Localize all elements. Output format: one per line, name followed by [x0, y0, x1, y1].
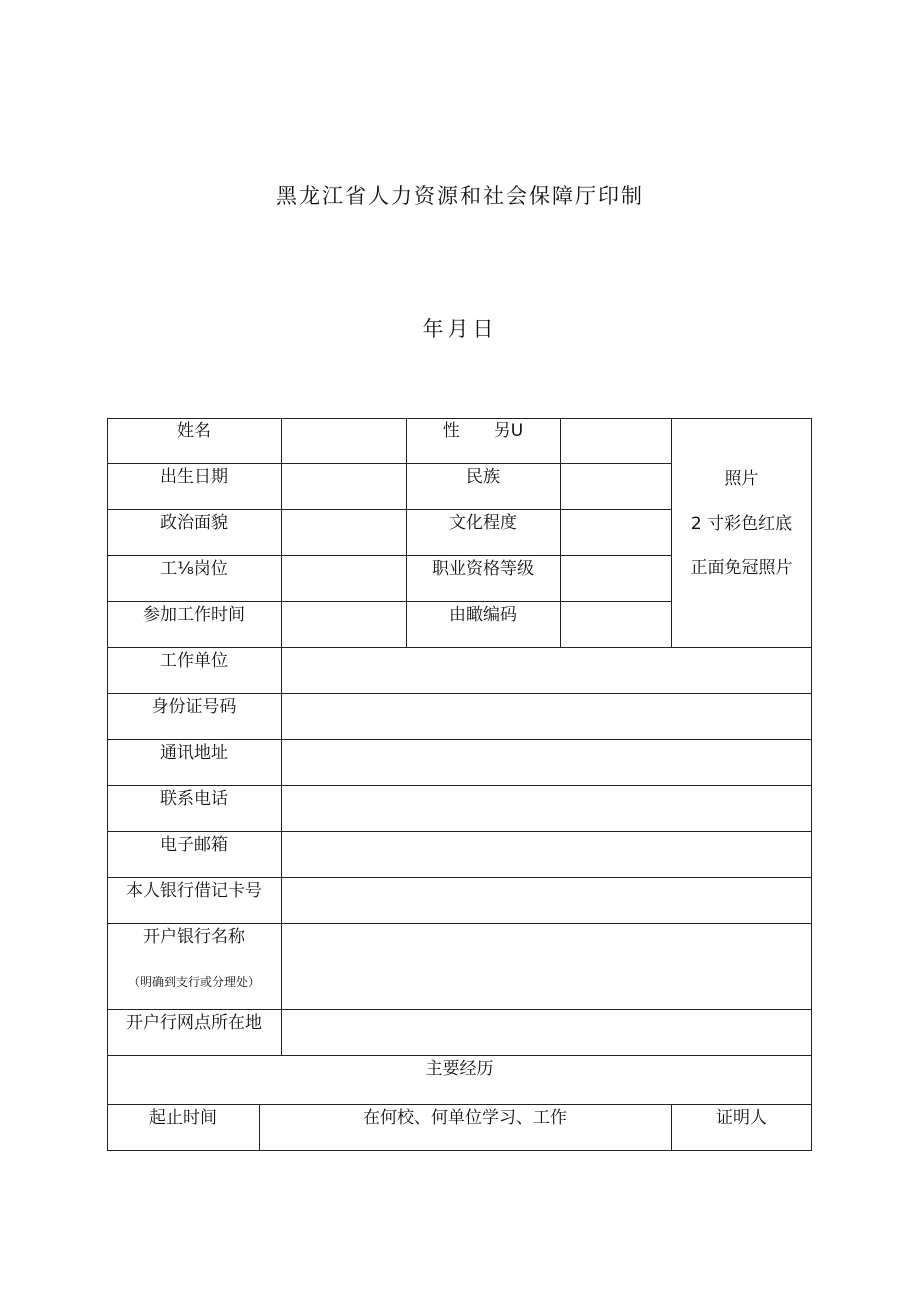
- phone-field[interactable]: [282, 786, 811, 831]
- qualification-level-label: 职业资格等级: [432, 559, 534, 579]
- job-position-field[interactable]: [282, 556, 406, 601]
- address-label: 通讯地址: [160, 743, 228, 763]
- employer-label: 工作单位: [160, 651, 228, 671]
- id-number-label: 身份证号码: [151, 697, 237, 717]
- name-label: 姓名: [177, 421, 211, 441]
- political-status-label: 政治面貌: [160, 513, 228, 533]
- education-label: 文化程度: [449, 513, 517, 533]
- education-field[interactable]: [561, 510, 671, 555]
- experience-witness-header: 证明人: [716, 1108, 767, 1128]
- experience-period-header: 起止时间: [149, 1108, 217, 1128]
- birth-date-field[interactable]: [282, 464, 406, 509]
- bank-name-label: 开户银行名称: [143, 927, 245, 947]
- bank-card-label: 本人银行借记卡号: [126, 881, 262, 901]
- experience-section-title: 主要经历: [425, 1059, 494, 1079]
- postal-code-field[interactable]: [561, 602, 671, 647]
- phone-label: 联系电话: [160, 789, 228, 809]
- photo-style-note: 正面免冠照片: [690, 558, 793, 578]
- birth-date-label: 出生日期: [160, 467, 228, 487]
- bank-location-label: 开户行网点所在地: [126, 1013, 262, 1033]
- qualification-level-field[interactable]: [561, 556, 671, 601]
- employer-field[interactable]: [282, 648, 811, 693]
- issuer-title: 黑龙江省人力资源和社会保障厅印制: [276, 184, 644, 208]
- ethnicity-label: 民族: [466, 467, 500, 487]
- date-line: 年月日: [422, 317, 498, 341]
- photo-label: 照片: [724, 469, 759, 489]
- gender-label: 性 另U: [442, 421, 524, 441]
- address-field[interactable]: [282, 740, 811, 785]
- job-position-label: 工⅛岗位: [160, 559, 228, 579]
- political-status-field[interactable]: [282, 510, 406, 555]
- work-start-label: 参加工作时间: [143, 605, 245, 625]
- bank-card-field[interactable]: [282, 878, 811, 923]
- gender-field[interactable]: [561, 419, 671, 463]
- id-number-field[interactable]: [282, 694, 811, 739]
- postal-code-label: 由瞰编码: [449, 605, 517, 625]
- email-label: 电子邮箱: [160, 835, 228, 855]
- photo-size-note: 2 寸彩色红底: [690, 514, 793, 534]
- photo-box: [672, 419, 811, 647]
- registration-form-table: [107, 418, 812, 1151]
- name-field[interactable]: [282, 419, 406, 463]
- ethnicity-field[interactable]: [561, 464, 671, 509]
- experience-place-header: 在何校、何单位学习、工作: [363, 1108, 567, 1128]
- bank-location-field[interactable]: [282, 1010, 811, 1055]
- work-start-field[interactable]: [282, 602, 406, 647]
- bank-name-field[interactable]: [282, 924, 811, 1009]
- email-field[interactable]: [282, 832, 811, 877]
- bank-name-note: （明确到支行或分理处）: [127, 975, 260, 989]
